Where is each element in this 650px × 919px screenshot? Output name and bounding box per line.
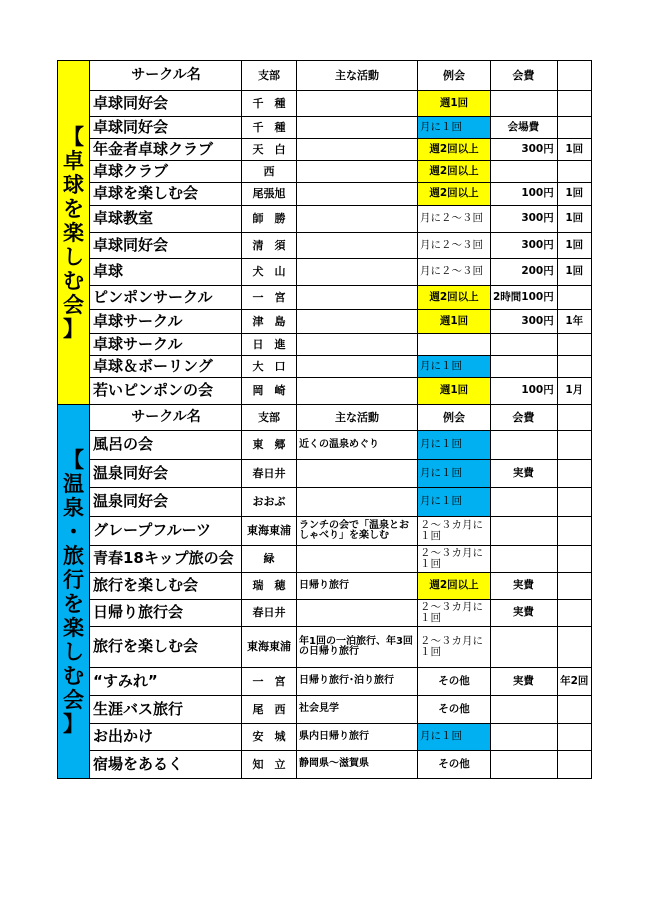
section-label-char: 】 bbox=[63, 316, 84, 341]
table-row bbox=[58, 378, 592, 405]
section-label-char: 【 bbox=[63, 124, 84, 149]
header-fee: 会費 bbox=[491, 61, 558, 91]
fee-unit bbox=[557, 517, 591, 546]
table-row bbox=[58, 488, 592, 517]
fee-unit bbox=[557, 600, 591, 627]
circle-name: 年金者卓球クラブ bbox=[90, 139, 242, 161]
membership-fee: 実費 bbox=[491, 573, 558, 600]
circle-name: グレープフルーツ bbox=[90, 517, 242, 546]
membership-fee bbox=[491, 696, 558, 724]
meeting-frequency: 月に２～３回 bbox=[418, 259, 491, 286]
header-branch: 支部 bbox=[242, 405, 297, 431]
header-name: サークル名 bbox=[90, 61, 242, 91]
section-label-char: 行 bbox=[63, 567, 84, 592]
meeting-frequency: 月に１回 bbox=[418, 488, 491, 517]
branch-name: 天 白 bbox=[242, 139, 297, 161]
circle-name: 旅行を楽しむ会 bbox=[90, 573, 242, 600]
circle-name: 卓球同好会 bbox=[90, 91, 242, 117]
main-activity bbox=[297, 600, 418, 627]
meeting-frequency: その他 bbox=[418, 751, 491, 779]
branch-name: 一 宮 bbox=[242, 286, 297, 310]
header-fee: 会費 bbox=[491, 405, 558, 431]
header-row bbox=[58, 61, 592, 91]
main-activity bbox=[297, 334, 418, 356]
membership-fee: 実費 bbox=[491, 600, 558, 627]
main-activity: 年1回の一泊旅行、年3回の日帰り旅行 bbox=[297, 627, 418, 668]
circle-name: 温泉同好会 bbox=[90, 460, 242, 488]
meeting-frequency: 月に１回 bbox=[418, 431, 491, 460]
circle-name: “すみれ” bbox=[90, 668, 242, 696]
circle-name: 旅行を楽しむ会 bbox=[90, 627, 242, 668]
table-row bbox=[58, 696, 592, 724]
header-meeting: 例会 bbox=[418, 61, 491, 91]
main-activity: 静岡県～滋賀県 bbox=[297, 751, 418, 779]
table-row bbox=[58, 206, 592, 233]
circle-name: 卓球同好会 bbox=[90, 233, 242, 259]
branch-name: 尾張旭 bbox=[242, 183, 297, 206]
main-activity bbox=[297, 117, 418, 139]
circle-name: ピンポンサークル bbox=[90, 286, 242, 310]
fee-unit bbox=[557, 546, 591, 573]
branch-name: 東 郷 bbox=[242, 431, 297, 460]
main-activity bbox=[297, 286, 418, 310]
membership-fee bbox=[491, 488, 558, 517]
meeting-frequency: 週2回以上 bbox=[418, 139, 491, 161]
fee-unit bbox=[557, 334, 591, 356]
header-activity: 主な活動 bbox=[297, 61, 418, 91]
meeting-frequency: ２～３カ月に１回 bbox=[418, 546, 491, 573]
table-row bbox=[58, 546, 592, 573]
membership-fee: 300円 bbox=[491, 206, 558, 233]
membership-fee bbox=[491, 517, 558, 546]
branch-name: 清 須 bbox=[242, 233, 297, 259]
section-label-char: 会 bbox=[63, 292, 84, 317]
section-label-char: し bbox=[63, 244, 84, 269]
fee-unit bbox=[557, 751, 591, 779]
branch-name: 岡 崎 bbox=[242, 378, 297, 405]
membership-fee bbox=[491, 334, 558, 356]
fee-unit bbox=[557, 573, 591, 600]
main-activity bbox=[297, 488, 418, 517]
meeting-frequency: ２～３カ月に１回 bbox=[418, 600, 491, 627]
main-activity bbox=[297, 546, 418, 573]
main-activity: 社会見学 bbox=[297, 696, 418, 724]
table-row bbox=[58, 334, 592, 356]
meeting-frequency: 週2回以上 bbox=[418, 161, 491, 183]
header-fee-unit bbox=[557, 405, 591, 431]
branch-name: 春日井 bbox=[242, 460, 297, 488]
membership-fee: 300円 bbox=[491, 310, 558, 334]
membership-fee bbox=[491, 724, 558, 751]
header-name: サークル名 bbox=[90, 405, 242, 431]
section-label-char: を bbox=[63, 196, 84, 221]
meeting-frequency: その他 bbox=[418, 696, 491, 724]
main-activity bbox=[297, 356, 418, 378]
circle-name: 卓球教室 bbox=[90, 206, 242, 233]
meeting-frequency: 週1回 bbox=[418, 91, 491, 117]
branch-name: おおぶ bbox=[242, 488, 297, 517]
membership-fee: 100円 bbox=[491, 378, 558, 405]
meeting-frequency bbox=[418, 334, 491, 356]
main-activity: 日帰り旅行･泊り旅行 bbox=[297, 668, 418, 696]
meeting-frequency: 週2回以上 bbox=[418, 183, 491, 206]
meeting-frequency: 月に１回 bbox=[418, 724, 491, 751]
table-row bbox=[58, 431, 592, 460]
circle-name: 卓球＆ボーリング bbox=[90, 356, 242, 378]
branch-name: 犬 山 bbox=[242, 259, 297, 286]
branch-name: 安 城 bbox=[242, 724, 297, 751]
branch-name: 東海東浦 bbox=[242, 517, 297, 546]
header-fee-unit bbox=[557, 61, 591, 91]
meeting-frequency: 月に２～３回 bbox=[418, 233, 491, 259]
fee-unit bbox=[557, 117, 591, 139]
circle-name: 青春18キップ旅の会 bbox=[90, 546, 242, 573]
table-row bbox=[58, 668, 592, 696]
table-row bbox=[58, 117, 592, 139]
circle-table bbox=[57, 60, 592, 779]
circle-name: 若いピンポンの会 bbox=[90, 378, 242, 405]
table-row bbox=[58, 356, 592, 378]
circle-name: 卓球サークル bbox=[90, 334, 242, 356]
table-row bbox=[58, 91, 592, 117]
fee-unit bbox=[557, 460, 591, 488]
table-row bbox=[58, 310, 592, 334]
table-row bbox=[58, 161, 592, 183]
branch-name: 緑 bbox=[242, 546, 297, 573]
circle-name: 卓球同好会 bbox=[90, 117, 242, 139]
fee-unit: 年2回 bbox=[557, 668, 591, 696]
section-label-char: を bbox=[63, 591, 84, 616]
section-label-char: 会 bbox=[63, 687, 84, 712]
meeting-frequency: 週2回以上 bbox=[418, 286, 491, 310]
section-label bbox=[58, 61, 90, 405]
table-row bbox=[58, 139, 592, 161]
meeting-frequency: 週2回以上 bbox=[418, 573, 491, 600]
fee-unit bbox=[557, 431, 591, 460]
section-label-char: 卓 bbox=[63, 148, 84, 173]
table-row bbox=[58, 517, 592, 546]
fee-unit: 1回 bbox=[557, 259, 591, 286]
branch-name: 西 bbox=[242, 161, 297, 183]
section-label bbox=[58, 405, 90, 779]
circle-name: 風呂の会 bbox=[90, 431, 242, 460]
circle-name: 生涯バス旅行 bbox=[90, 696, 242, 724]
branch-name: 師 勝 bbox=[242, 206, 297, 233]
main-activity bbox=[297, 183, 418, 206]
table-row bbox=[58, 233, 592, 259]
membership-fee bbox=[491, 431, 558, 460]
circle-name: 卓球クラブ bbox=[90, 161, 242, 183]
membership-fee bbox=[491, 751, 558, 779]
fee-unit: 1回 bbox=[557, 233, 591, 259]
section-label-char: 旅 bbox=[63, 543, 84, 568]
fee-unit bbox=[557, 286, 591, 310]
table-row bbox=[58, 573, 592, 600]
branch-name: 千 種 bbox=[242, 117, 297, 139]
main-activity bbox=[297, 139, 418, 161]
section-label-char: む bbox=[63, 268, 84, 293]
membership-fee: 200円 bbox=[491, 259, 558, 286]
circle-table-sheet bbox=[57, 60, 592, 779]
membership-fee: 100円 bbox=[491, 183, 558, 206]
meeting-frequency: 週1回 bbox=[418, 378, 491, 405]
fee-unit: 1月 bbox=[557, 378, 591, 405]
table-row bbox=[58, 627, 592, 668]
membership-fee bbox=[491, 356, 558, 378]
membership-fee: 実費 bbox=[491, 460, 558, 488]
meeting-frequency: 月に１回 bbox=[418, 356, 491, 378]
main-activity: 日帰り旅行 bbox=[297, 573, 418, 600]
main-activity: 近くの温泉めぐり bbox=[297, 431, 418, 460]
branch-name: 日 進 bbox=[242, 334, 297, 356]
header-activity: 主な活動 bbox=[297, 405, 418, 431]
main-activity bbox=[297, 310, 418, 334]
meeting-frequency: 月に１回 bbox=[418, 117, 491, 139]
meeting-frequency: 週1回 bbox=[418, 310, 491, 334]
section-label-char: 楽 bbox=[63, 220, 84, 245]
fee-unit bbox=[557, 91, 591, 117]
branch-name: 大 口 bbox=[242, 356, 297, 378]
fee-unit bbox=[557, 627, 591, 668]
main-activity bbox=[297, 378, 418, 405]
membership-fee: 2時間100円 bbox=[491, 286, 558, 310]
main-activity: 県内日帰り旅行 bbox=[297, 724, 418, 751]
fee-unit bbox=[557, 161, 591, 183]
section-label-char: 【 bbox=[63, 447, 84, 472]
branch-name: 尾 西 bbox=[242, 696, 297, 724]
meeting-frequency: 月に２～３回 bbox=[418, 206, 491, 233]
membership-fee bbox=[491, 627, 558, 668]
table-row bbox=[58, 286, 592, 310]
membership-fee bbox=[491, 161, 558, 183]
main-activity: ランチの会で「温泉とおしゃべり」を楽しむ bbox=[297, 517, 418, 546]
branch-name: 瑞 穂 bbox=[242, 573, 297, 600]
branch-name: 知 立 bbox=[242, 751, 297, 779]
table-row bbox=[58, 751, 592, 779]
section-label-char: 温 bbox=[63, 471, 84, 496]
branch-name: 津 島 bbox=[242, 310, 297, 334]
table-row bbox=[58, 259, 592, 286]
fee-unit: 1回 bbox=[557, 206, 591, 233]
header-branch: 支部 bbox=[242, 61, 297, 91]
section-label-char: 泉 bbox=[63, 495, 84, 520]
fee-unit: 1回 bbox=[557, 139, 591, 161]
main-activity bbox=[297, 91, 418, 117]
main-activity bbox=[297, 161, 418, 183]
circle-name: 卓球 bbox=[90, 259, 242, 286]
section-label-char: む bbox=[63, 663, 84, 688]
circle-name: お出かけ bbox=[90, 724, 242, 751]
section-label-char: 球 bbox=[63, 172, 84, 197]
circle-name: 日帰り旅行会 bbox=[90, 600, 242, 627]
section-label-char: 】 bbox=[63, 711, 84, 736]
membership-fee bbox=[491, 546, 558, 573]
circle-name: 卓球サークル bbox=[90, 310, 242, 334]
meeting-frequency: その他 bbox=[418, 668, 491, 696]
circle-name: 宿場をあるく bbox=[90, 751, 242, 779]
membership-fee: 300円 bbox=[491, 139, 558, 161]
section-label-char: 楽 bbox=[63, 615, 84, 640]
table-row bbox=[58, 460, 592, 488]
circle-name: 温泉同好会 bbox=[90, 488, 242, 517]
branch-name: 春日井 bbox=[242, 600, 297, 627]
table-row bbox=[58, 600, 592, 627]
fee-unit: 1年 bbox=[557, 310, 591, 334]
main-activity bbox=[297, 460, 418, 488]
membership-fee bbox=[491, 91, 558, 117]
branch-name: 東海東浦 bbox=[242, 627, 297, 668]
main-activity bbox=[297, 233, 418, 259]
meeting-frequency: 月に１回 bbox=[418, 460, 491, 488]
fee-unit bbox=[557, 488, 591, 517]
table-row bbox=[58, 183, 592, 206]
main-activity bbox=[297, 259, 418, 286]
header-meeting: 例会 bbox=[418, 405, 491, 431]
section-label-char: ・ bbox=[63, 519, 84, 544]
main-activity bbox=[297, 206, 418, 233]
fee-unit bbox=[557, 356, 591, 378]
branch-name: 千 種 bbox=[242, 91, 297, 117]
fee-unit: 1回 bbox=[557, 183, 591, 206]
membership-fee: 実費 bbox=[491, 668, 558, 696]
fee-unit bbox=[557, 724, 591, 751]
section-label-char: し bbox=[63, 639, 84, 664]
header-row bbox=[58, 405, 592, 431]
meeting-frequency: ２～３カ月に１回 bbox=[418, 517, 491, 546]
branch-name: 一 宮 bbox=[242, 668, 297, 696]
membership-fee: 会場費 bbox=[491, 117, 558, 139]
meeting-frequency: ２～３カ月に１回 bbox=[418, 627, 491, 668]
fee-unit bbox=[557, 696, 591, 724]
circle-name: 卓球を楽しむ会 bbox=[90, 183, 242, 206]
table-row bbox=[58, 724, 592, 751]
membership-fee: 300円 bbox=[491, 233, 558, 259]
